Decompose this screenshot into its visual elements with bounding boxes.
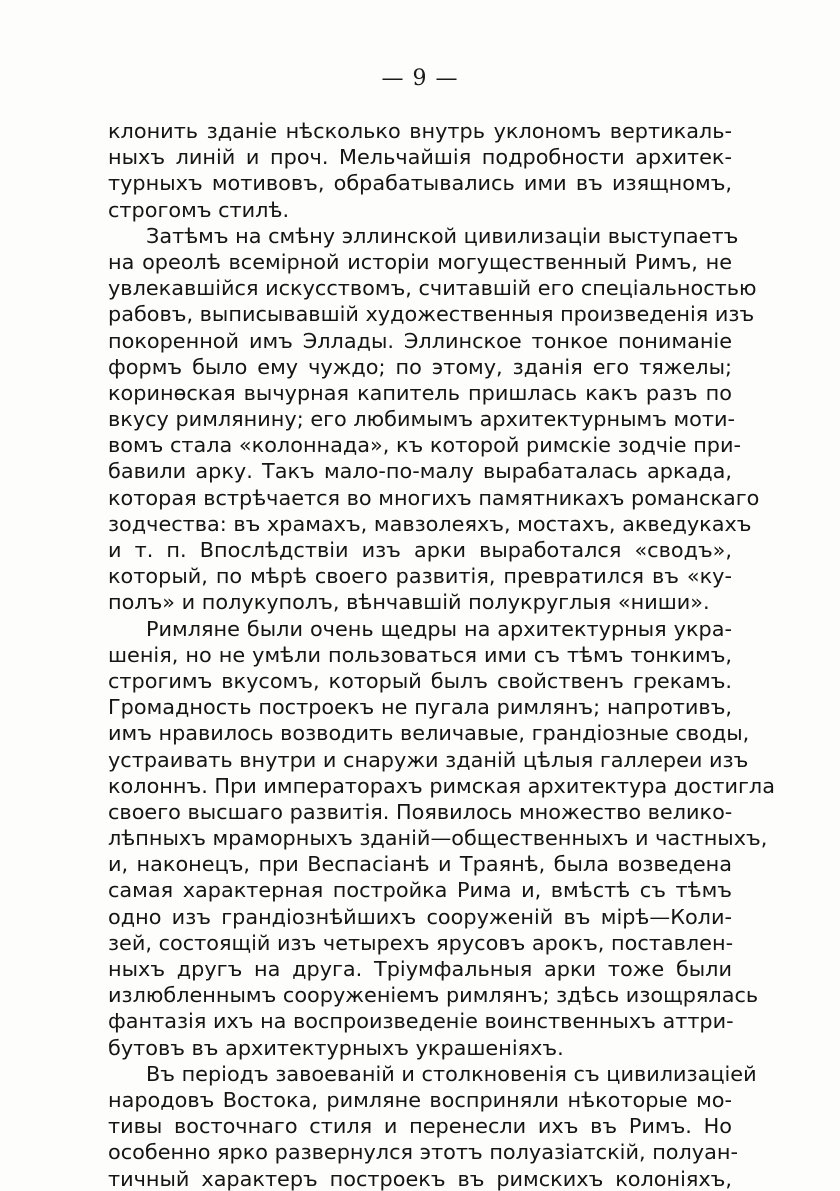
text-line: строгомъ стилѣ. <box>108 197 290 222</box>
text-line: и, наконецъ, при Веспасіанѣ и Траянѣ, была возведена <box>108 852 732 877</box>
text-line: народовъ Востока, римляне восприняли нѣкоторые мо- <box>108 1087 732 1112</box>
text-line: излюбленнымъ сооруженіемъ римлянъ; здѣсь изощрялась <box>108 983 759 1008</box>
text-line: турныхъ мотивовъ, обрабатывались ими въ изящномъ, <box>108 171 732 196</box>
text-line: Громадность построекъ не пугала римлянъ; напротивъ, <box>108 695 732 720</box>
text-line: коринѳская вычурная капитель пришлась какъ разъ по <box>108 380 732 405</box>
text-line: на ореолѣ всемірной исторіи могущественный Римъ, не <box>108 249 732 274</box>
paragraph <box>108 118 732 223</box>
text-line: покоренной имъ Эллады. Эллинское тонкое пониманіе <box>108 328 732 353</box>
text-line: зей, состоящій изъ четырехъ ярусовъ арокъ, поставлен- <box>108 930 734 955</box>
text-line: которая встрѣчается во многихъ памятникахъ романскаго <box>108 485 760 510</box>
text-line: строгимъ вкусомъ, который былъ свойственъ грекамъ. <box>108 668 732 693</box>
text-line: бавили арку. Такъ мало-по-малу вырабаталась аркада, <box>108 459 732 484</box>
text-line: особенно ярко развернулся этотъ полуазіатскій, полуан- <box>108 1140 738 1165</box>
text-line: тивы восточнаго стиля и перенесли ихъ въ Римъ. Но <box>108 1114 732 1139</box>
text-line: ныхъ линій и проч. Мельчайшія подробности архитек- <box>108 145 732 170</box>
text-line: устраивать внутри и снаружи зданій цѣлыя галлереи изъ <box>108 747 749 772</box>
page-number: — 9 — <box>381 66 459 91</box>
text-line: и т. п. Впослѣдствіи изъ арки выработался «сводъ», <box>108 538 732 562</box>
text-line: самая характерная постройка Рима и, вмѣстѣ съ тѣмъ <box>108 878 732 903</box>
text-line: фантазія ихъ на воспроизведеніе воинственныхъ аттри- <box>108 1009 734 1034</box>
text-line: колоннъ. При императорахъ римская архитектура достигла <box>108 773 775 798</box>
body-text <box>108 118 775 1191</box>
text-line: одно изъ грандіознѣйшихъ сооруженій въ мірѣ—Коли- <box>108 904 732 929</box>
text-line: клонить зданіе нѣсколько внутрь уклономъ вертикаль- <box>108 119 732 143</box>
text-line: который, по мѣрѣ своего развитія, превратился въ «ку- <box>108 564 732 589</box>
text-line: имъ нравилось возводить величавые, грандіозные своды, <box>108 721 750 746</box>
text-line: Затѣмъ на смѣну эллинской цивилизаціи выступаетъ <box>146 223 739 248</box>
paragraph <box>108 1061 757 1191</box>
text-line: увлекавшійся искусствомъ, считавшій его спеціальностью <box>108 276 757 301</box>
text-line: Въ періодъ завоеваній и столкновенія съ цивилизаціей <box>146 1061 757 1086</box>
text-line: рабовъ, выписывавшій художественныя произведенія изъ <box>108 302 755 327</box>
text-line: формъ было ему чуждо; по этому, зданія его тяжелы; <box>108 354 732 379</box>
text-line: зодчества: въ храмахъ, мавзолеяхъ, мостахъ, акведукахъ <box>108 511 752 536</box>
text-line: бутовъ въ архитектурныхъ украшеніяхъ. <box>108 1035 564 1060</box>
text-line: тичный характеръ построекъ въ римскихъ колоніяхъ, <box>108 1166 732 1191</box>
text-line: полъ» и полукуполъ, вѣнчавшій полукруглыя «ниши». <box>108 590 710 615</box>
text-line: ныхъ другъ на друга. Тріумфальныя арки тоже были <box>108 957 732 981</box>
paragraph <box>108 223 760 616</box>
text-line: шенія, но не умѣли пользоваться ими съ тѣмъ тонкимъ, <box>108 642 732 667</box>
paragraph <box>108 616 775 1061</box>
text-line: лѣпныхъ мраморныхъ зданій—общественныхъ и частныхъ, <box>108 826 768 851</box>
text-line: вомъ стала «колоннада», къ которой римскіе зодчіе при- <box>108 433 742 458</box>
text-line: вкусу римлянину; его любимымъ архитектурнымъ моти- <box>108 407 736 432</box>
text-line: Римляне были очень щедры на архитектурныя укра- <box>146 616 732 641</box>
text-line: своего высшаго развитія. Появилось множество велико- <box>108 799 733 824</box>
